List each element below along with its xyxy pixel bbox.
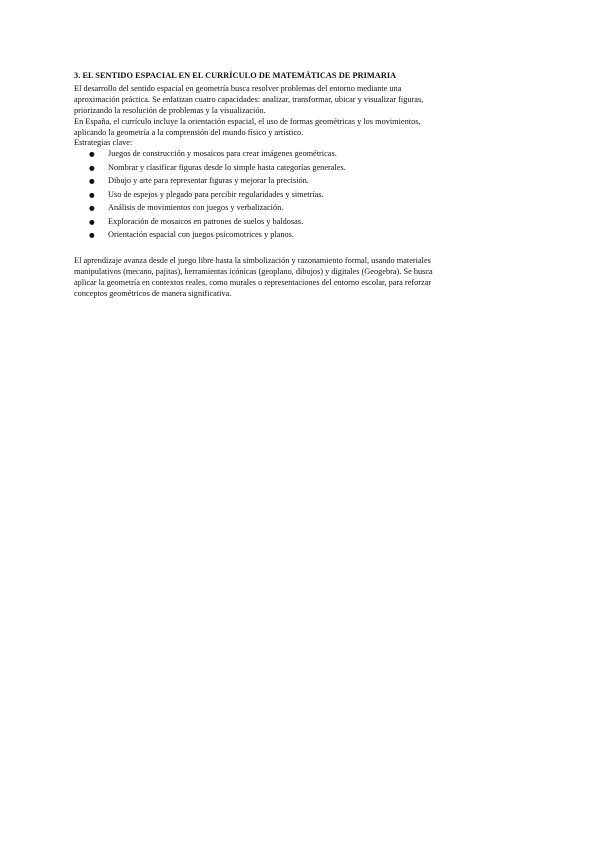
list-item (74, 217, 530, 228)
document-page (74, 71, 530, 299)
intro-line: El desarrollo del sentido espacial en geometría busca resolver problemas del entorno mediante una (74, 83, 402, 93)
bullet-icon: ● (89, 217, 95, 226)
list-item-text: Juegos de construcción y mosaicos para crear imágenes geométricas. (108, 149, 337, 159)
list-item (74, 203, 530, 214)
bullet-icon: ● (89, 204, 95, 213)
list-item-text: Uso de espejos y plegado para percibir regularidades y simetrías. (108, 189, 324, 199)
intro-paragraph (74, 84, 530, 117)
list-item-text: Exploración de mosaicos en patrones de suelos y baldosas. (108, 216, 304, 226)
list-item-text: Orientación espacial con juegos psicomotrices y planos. (108, 230, 294, 240)
list-item (74, 190, 530, 201)
list-item-text: Nombrar y clasificar figuras desde lo simple hasta categorías generales. (108, 162, 346, 172)
bullet-icon: ● (89, 150, 95, 159)
closing-line: El aprendizaje avanza desde el juego libre hasta la simbolización y razonamiento formal, usando materiales (74, 255, 431, 265)
closing-line: conceptos geométricos de manera significativa. (74, 288, 232, 298)
paragraph-spacer (74, 244, 530, 256)
spain-line: En España, el currículo incluye la orientación espacial, el uso de formas geométricas y los movimientos, (74, 116, 421, 126)
section-heading: 3. EL SENTIDO ESPACIAL EN EL CURRÍCULO DE MATEMÁTICAS DE PRIMARIA (74, 71, 397, 80)
list-item (74, 176, 530, 187)
list-item (74, 230, 530, 241)
bullet-icon: ● (89, 190, 95, 199)
list-item-text: Análisis de movimientos con juegos y verbalización. (108, 203, 284, 213)
list-item (74, 149, 530, 160)
bullet-icon: ● (89, 163, 95, 172)
list-item-text: Dibujo y arte para representar figuras y mejorar la precisión. (108, 176, 309, 186)
closing-line: manipulativos (mecano, pajitas), herramientas icónicas (geoplano, dibujos) y digitales (Geogebra). Se busca (74, 266, 433, 276)
spain-line: aplicando la geometría a la comprensión del mundo físico y artístico. (74, 127, 304, 137)
spain-paragraph (74, 117, 530, 139)
intro-line: aproximación práctica. Se enfatizan cuatro capacidades: analizar, transformar, ubicar y visualizar figuras, (74, 94, 424, 104)
bullet-icon: ● (89, 231, 95, 240)
strategies-label: Estrategias clave: (74, 138, 133, 148)
intro-line: priorizando la resolución de problemas y la visualización. (74, 105, 266, 115)
list-item (74, 163, 530, 174)
closing-paragraph (74, 256, 530, 300)
strategies-list (74, 149, 530, 241)
bullet-icon: ● (89, 177, 95, 186)
closing-line: aplicar la geometría en contextos reales, como murales o representaciones del entorno escolar, para reforzar (74, 277, 432, 287)
